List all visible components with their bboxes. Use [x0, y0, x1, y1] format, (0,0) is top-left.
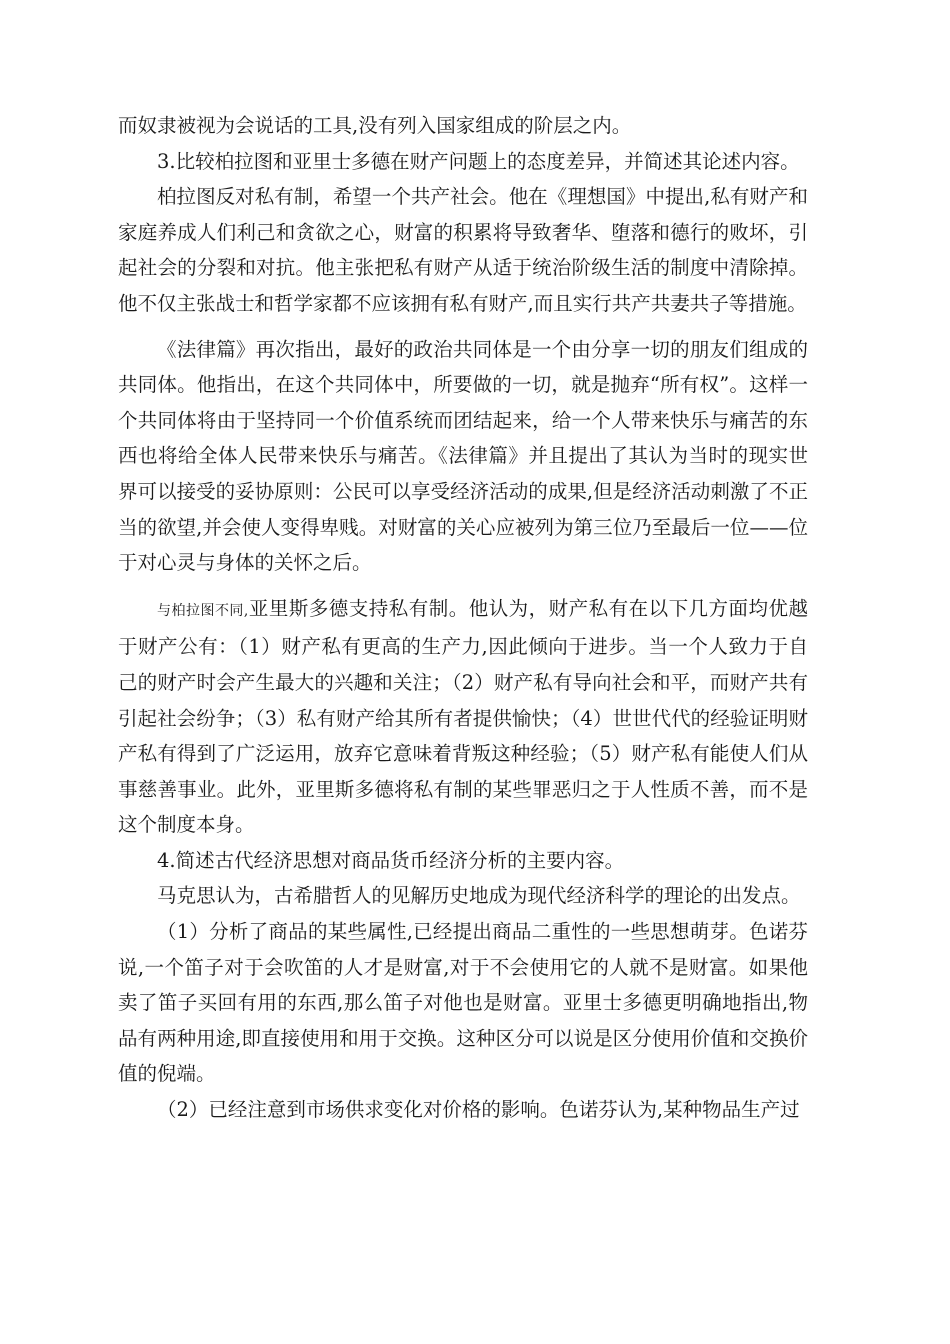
paragraph-gap [118, 322, 808, 332]
document-page [118, 108, 808, 1128]
paragraph-commodity-properties: （1）分析了商品的某些属性,已经提出商品二重性的一些思想萌芽。色诺芬说,一个笛子对于会吹笛的人才是财富,对于不会使用它的人就不是财富。如果他卖了笛子买回有用的东西,那么笛子对他也是财富。亚里士多德更明确地指出,物品有两种用途,即直接使用和用于交换。这种区分可以说是区分使用价值和交换价值的倪端。 [118, 920, 808, 1086]
paragraph-plato-republic: 柏拉图反对私有制，希望一个共产社会。他在《理想国》中提出,私有财产和家庭养成人们利己和贪欲之心，财富的积累将导致奢华、堕落和德行的败坏，引起社会的分裂和对抗。他主张把私有财产从适于统治阶级生活的制度中清除掉。他不仅主张战士和哲学家都不应该拥有私有财产,而且实行共产共妻共子等措施。 [118, 185, 808, 315]
question-3-heading: 3.比较柏拉图和亚里士多德在财产问题上的态度差异，并简述其论述内容。 [157, 149, 800, 173]
paragraph-supply-demand: （2）已经注意到市场供求变化对价格的影响。色诺芬认为,某种物品生产过 [157, 1098, 800, 1122]
paragraph-aristotle-body: 亚里斯多德支持私有制。他认为，财产私有在以下几方面均优越于财产公有：（1）财产私有更高的生产力,因此倾向于进步。当一个人致力于自己的财产时会产生最大的兴趣和关注；（2）财产私有导向社会和平，而财产共有引起社会纷争；（3）私有财产给其所有者提供愉快；（4）世世代代的经验证明财产私有得到了广泛运用，放弃它意味着背叛这种经验；（5）财产私有能使人们从事慈善事业。此外，亚里斯多德将私有制的某些罪恶归之于人性质不善，而不是这个制度本身。 [118, 596, 808, 837]
paragraph-aristotle [118, 591, 808, 843]
paragraph-gap [118, 581, 808, 591]
paragraph-aristotle-lead: 与柏拉图不同, [157, 602, 249, 619]
paragraph-continuation: 而奴隶被视为会说话的工具,没有列入国家组成的阶层之内。 [118, 114, 632, 137]
question-4-heading: 4.简述古代经济思想对商品货币经济分析的主要内容。 [157, 848, 625, 872]
paragraph-marx: 马克思认为，古希腊哲人的见解历史地成为现代经济科学的理论的出发点。 [157, 884, 801, 908]
paragraph-plato-laws: 《法律篇》再次指出，最好的政治共同体是一个由分享一切的朋友们组成的共同体。他指出，在这个共同体中，所要做的一切，就是抛弃“所有权”。这样一个共同体将由于坚持同一个价值系统而团结起来，给一个人带来快乐与痛苦的东西也将给全体人民带来快乐与痛苦。《法律篇》并且提出了其认为当时的现实世界可以接受的妥协原则：公民可以享受经济活动的成果,但是经济活动刺激了不正当的欲望,并会使人变得卑贱。对财富的关心应被列为第三位乃至最后一位——位于对心灵与身体的关怀之后。 [118, 337, 808, 575]
